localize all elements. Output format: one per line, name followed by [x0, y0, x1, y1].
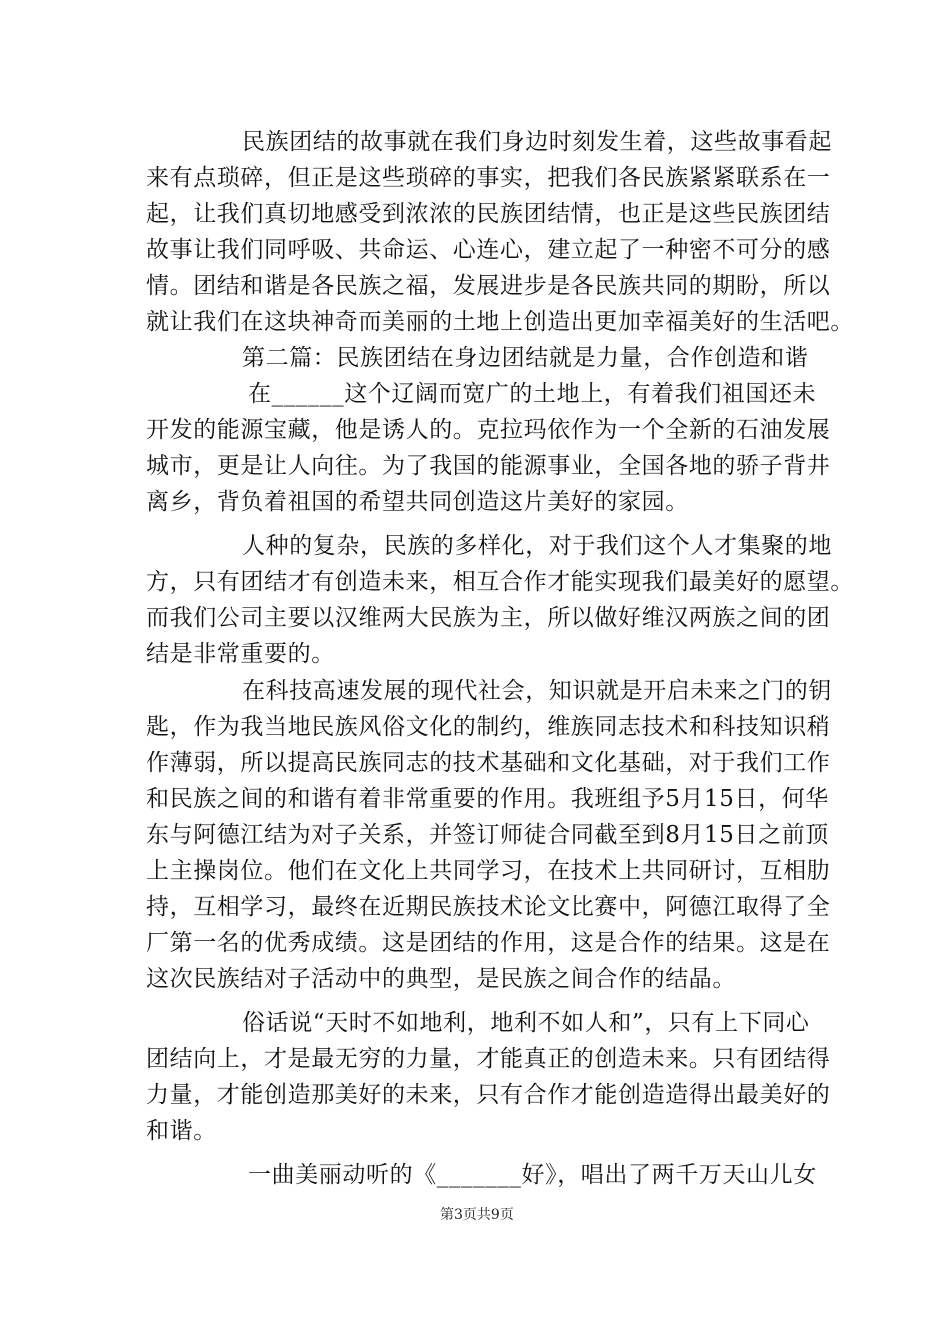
text-line: 持，互相学习，最终在近期民族技术论文比赛中，阿德江取得了全: [146, 894, 831, 920]
text-line: 离乡，背负着祖国的希望共同创造这片美好的家园。: [146, 489, 689, 515]
text-line: 而我们公司主要以汉维两大民族为主，所以做好维汉两族之间的团: [146, 605, 831, 631]
text-line: 开发的能源宝藏，他是诱人的。克拉玛依作为一个全新的石油发展: [146, 417, 831, 443]
text-line: 俗话说“天时不如地利，地利不如人和”，只有上下同心: [242, 1010, 810, 1036]
text-line: 民族团结的故事就在我们身边时刻发生着，这些故事看起: [242, 129, 832, 155]
text-line: 人种的复杂，民族的多样化，对于我们这个人才集聚的地: [242, 533, 832, 559]
text-line: 这次民族结对子活动中的典型，是民族之间合作的结晶。: [146, 966, 736, 992]
text-line: 方，只有团结才有创造未来，相互合作才能实现我们最美好的愿望。: [146, 569, 854, 595]
section-heading: 第二篇：民族团结在身边团结就是力量，合作创造和谐: [242, 345, 809, 371]
page-number-footer: 第3页共9页: [440, 1207, 514, 1223]
text-line: 故事让我们同呼吸、共命运、心连心，建立起了一种密不可分的感: [146, 237, 831, 263]
text-line: 和民族之间的和谐有着非常重要的作用。我班组予5月15日，何华: [146, 786, 829, 812]
text-line: 在科技高速发展的现代社会，知识就是开启未来之门的钥: [242, 678, 832, 704]
text-line: 在______这个辽阔而宽广的土地上，有着我们祖国还未: [248, 381, 817, 407]
text-line: 和谐。: [146, 1118, 217, 1144]
text-line: 城市，更是让人向往。为了我国的能源事业，全国各地的骄子背井: [146, 453, 831, 479]
text-line: 来有点琐碎，但正是这些琐碎的事实，把我们各民族紧紧联系在一: [146, 165, 831, 191]
text-line: 起，让我们真切地感受到浓浓的民族团结情，也正是这些民族团结: [146, 201, 831, 227]
text-line: 情。团结和谐是各民族之福，发展进步是各民族共同的期盼，所以: [146, 273, 831, 299]
text-line: 结是非常重要的。: [146, 641, 335, 667]
text-line: 东与阿德江结为对子关系，并签订师徒合同截至到8月15日之前顶: [146, 822, 829, 848]
text-line: 一曲美丽动听的《_______好》，唱出了两千万天山儿女: [248, 1162, 817, 1188]
text-line: 上主操岗位。他们在文化上共同学习，在技术上共同研讨，互相肋: [146, 858, 831, 884]
text-line: 厂第一名的优秀成绩。这是团结的作用，这是合作的结果。这是在: [146, 930, 831, 956]
text-line: 团结向上，才是最无穷的力量，才能真正的创造未来。只有团结得: [146, 1046, 831, 1072]
text-line: 作薄弱，所以提高民族同志的技术基础和文化基础，对于我们工作: [146, 750, 831, 776]
text-line: 就让我们在这块神奇而美丽的土地上创造出更加幸福美好的生活吧。: [146, 309, 854, 335]
text-line: 匙，作为我当地民族风俗文化的制约，维族同志技术和科技知识稍: [146, 714, 831, 740]
text-line: 力量，才能创造那美好的未来，只有合作才能创造造得出最美好的: [146, 1082, 831, 1108]
